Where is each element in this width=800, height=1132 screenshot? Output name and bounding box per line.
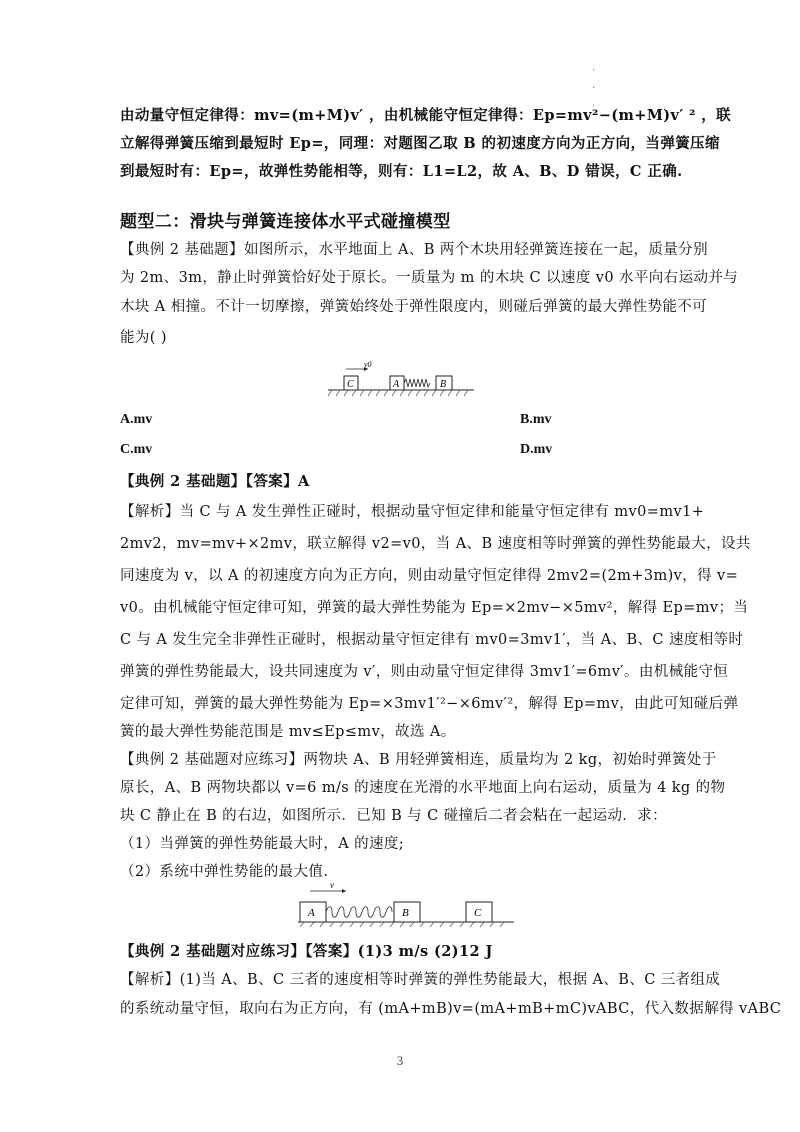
option-b: B.mv — [520, 412, 552, 427]
answer-line: 【典例 2 基础题】【答案】A — [120, 473, 310, 490]
practice-question-2: （2）系统中弹性势能的最大值. — [120, 864, 329, 880]
practice-line: 块 C 静止在 B 的右边，如图所示．已知 B 与 C 碰撞后二者会粘在一起运动．求： — [120, 808, 668, 824]
text-line: 木块 A 相撞。不计一切摩擦，弹簧始终处于弹性限度内，则碰后弹簧的最大弹性势能不可 — [120, 299, 708, 315]
option-c: C.mv — [120, 442, 153, 457]
practice-line: 【典例 2 基础题对应练习】两物块 A、B 用轻弹簧相连，质量均为 2 kg，初始时弹簧处于 — [120, 752, 717, 768]
practice-line: 原长，A、B 两物块都以 v=6 m/s 的速度在光滑的水平地面上向右运动，质量为 4 kg 的物 — [120, 780, 726, 796]
block-b-label: B — [440, 379, 447, 390]
analysis-line: 弹簧的弹性势能最大，设共同速度为 v′，则由动量守恒定律得 3mv1′=6mv′。由机械能守恒 — [120, 664, 729, 680]
text-line: 立解得弹簧压缩到最短时 Ep=，同理：对题图乙取 B 的初速度方向为正方向，当弹簧压缩 — [120, 135, 720, 152]
analysis-line: 【解析】当 C 与 A 发生弹性正碰时，根据动量守恒定律和能量守恒定律有 mv0=mv1+ — [120, 504, 705, 520]
margin-dot: . — [592, 98, 596, 109]
block-c-label: C — [474, 907, 482, 919]
text-line: 到最短时有：Ep=，故弹性势能相等，则有：L1=L2，故 A、B、D 错误，C 正确. — [120, 163, 683, 180]
block-a-label: A — [308, 907, 315, 919]
velocity-label: v — [330, 880, 334, 890]
block-b-label: B — [402, 907, 409, 919]
analysis-line: 簧的最大弹性势能范围是 mv≤Ep≤mv，故选 A。 — [120, 724, 456, 740]
analysis-line: 同速度为 v，以 A 的初速度方向为正方向，则由动量守恒定律得 2mv2=(2m+3m)v，得 v= — [120, 568, 739, 584]
analysis-line: 2mv2，mv=mv+×2mv，联立解得 v2=v0，当 A、B 速度相等时弹簧的弹性势能最大，设共 — [120, 536, 751, 552]
block-a-label: A — [393, 379, 400, 390]
analysis-line: 【解析】(1)当 A、B、C 三者的速度相等时弹簧的弹性势能最大，根据 A、B、C 三者组成 — [120, 972, 721, 988]
spring — [404, 379, 430, 387]
velocity-label: v0 — [364, 360, 372, 369]
analysis-line: 定律可知，弹簧的最大弹性势能为 Ep=×3mv1′²−×6mv′²，解得 Ep=mv，由此可知碰后弹 — [120, 696, 739, 712]
text-line: 为 2m、3m，静止时弹簧恰好处于原长。一质量为 m 的木块 C 以速度 v0 水平向右运动并与 — [120, 270, 739, 286]
option-a: A.mv — [120, 412, 153, 427]
text-line: 【典例 2 基础题】如图所示，水平地面上 A、B 两个木块用轻弹簧连接在一起，质量分别 — [120, 242, 708, 258]
block-c-label: C — [347, 379, 354, 390]
answer-line: 【典例 2 基础题对应练习】【答案】(1)3 m/s (2)12 J — [120, 943, 493, 960]
option-d: D.mv — [520, 442, 553, 457]
margin-dot: . — [592, 80, 596, 91]
page-number: 3 — [396, 1053, 404, 1068]
practice-question-1: （1）当弹簧的弹性势能最大时，A 的速度; — [120, 836, 405, 852]
analysis-line: C 与 A 发生完全非弹性正碰时，根据动量守恒定律有 mv0=3mv1′，当 A、B、C 速度相等时 — [120, 632, 744, 648]
analysis-line: 的系统动量守恒，取向右为正方向，有 (mA+mB)v=(mA+mB+mC)vABC，代入数据解得 vABC — [120, 1001, 782, 1017]
collision-figure-2 — [298, 878, 514, 928]
analysis-line: v0。由机械能守恒定律可知，弹簧的最大弹性势能为 Ep=×2mv−×5mv²，解得 Ep=mv；当 — [120, 600, 749, 616]
spring — [326, 907, 392, 918]
section-title: 题型二：滑块与弹簧连接体水平式碰撞模型 — [120, 212, 451, 232]
collision-figure-1 — [326, 358, 476, 400]
text-line: 由动量守恒定律得：mv=(m+M)v′ ，由机械能守恒定律得：Ep=mv²−(m+M)v′ ² ，联 — [120, 107, 732, 124]
text-line: 能为( ) — [120, 330, 167, 346]
margin-dot: . — [592, 62, 596, 73]
